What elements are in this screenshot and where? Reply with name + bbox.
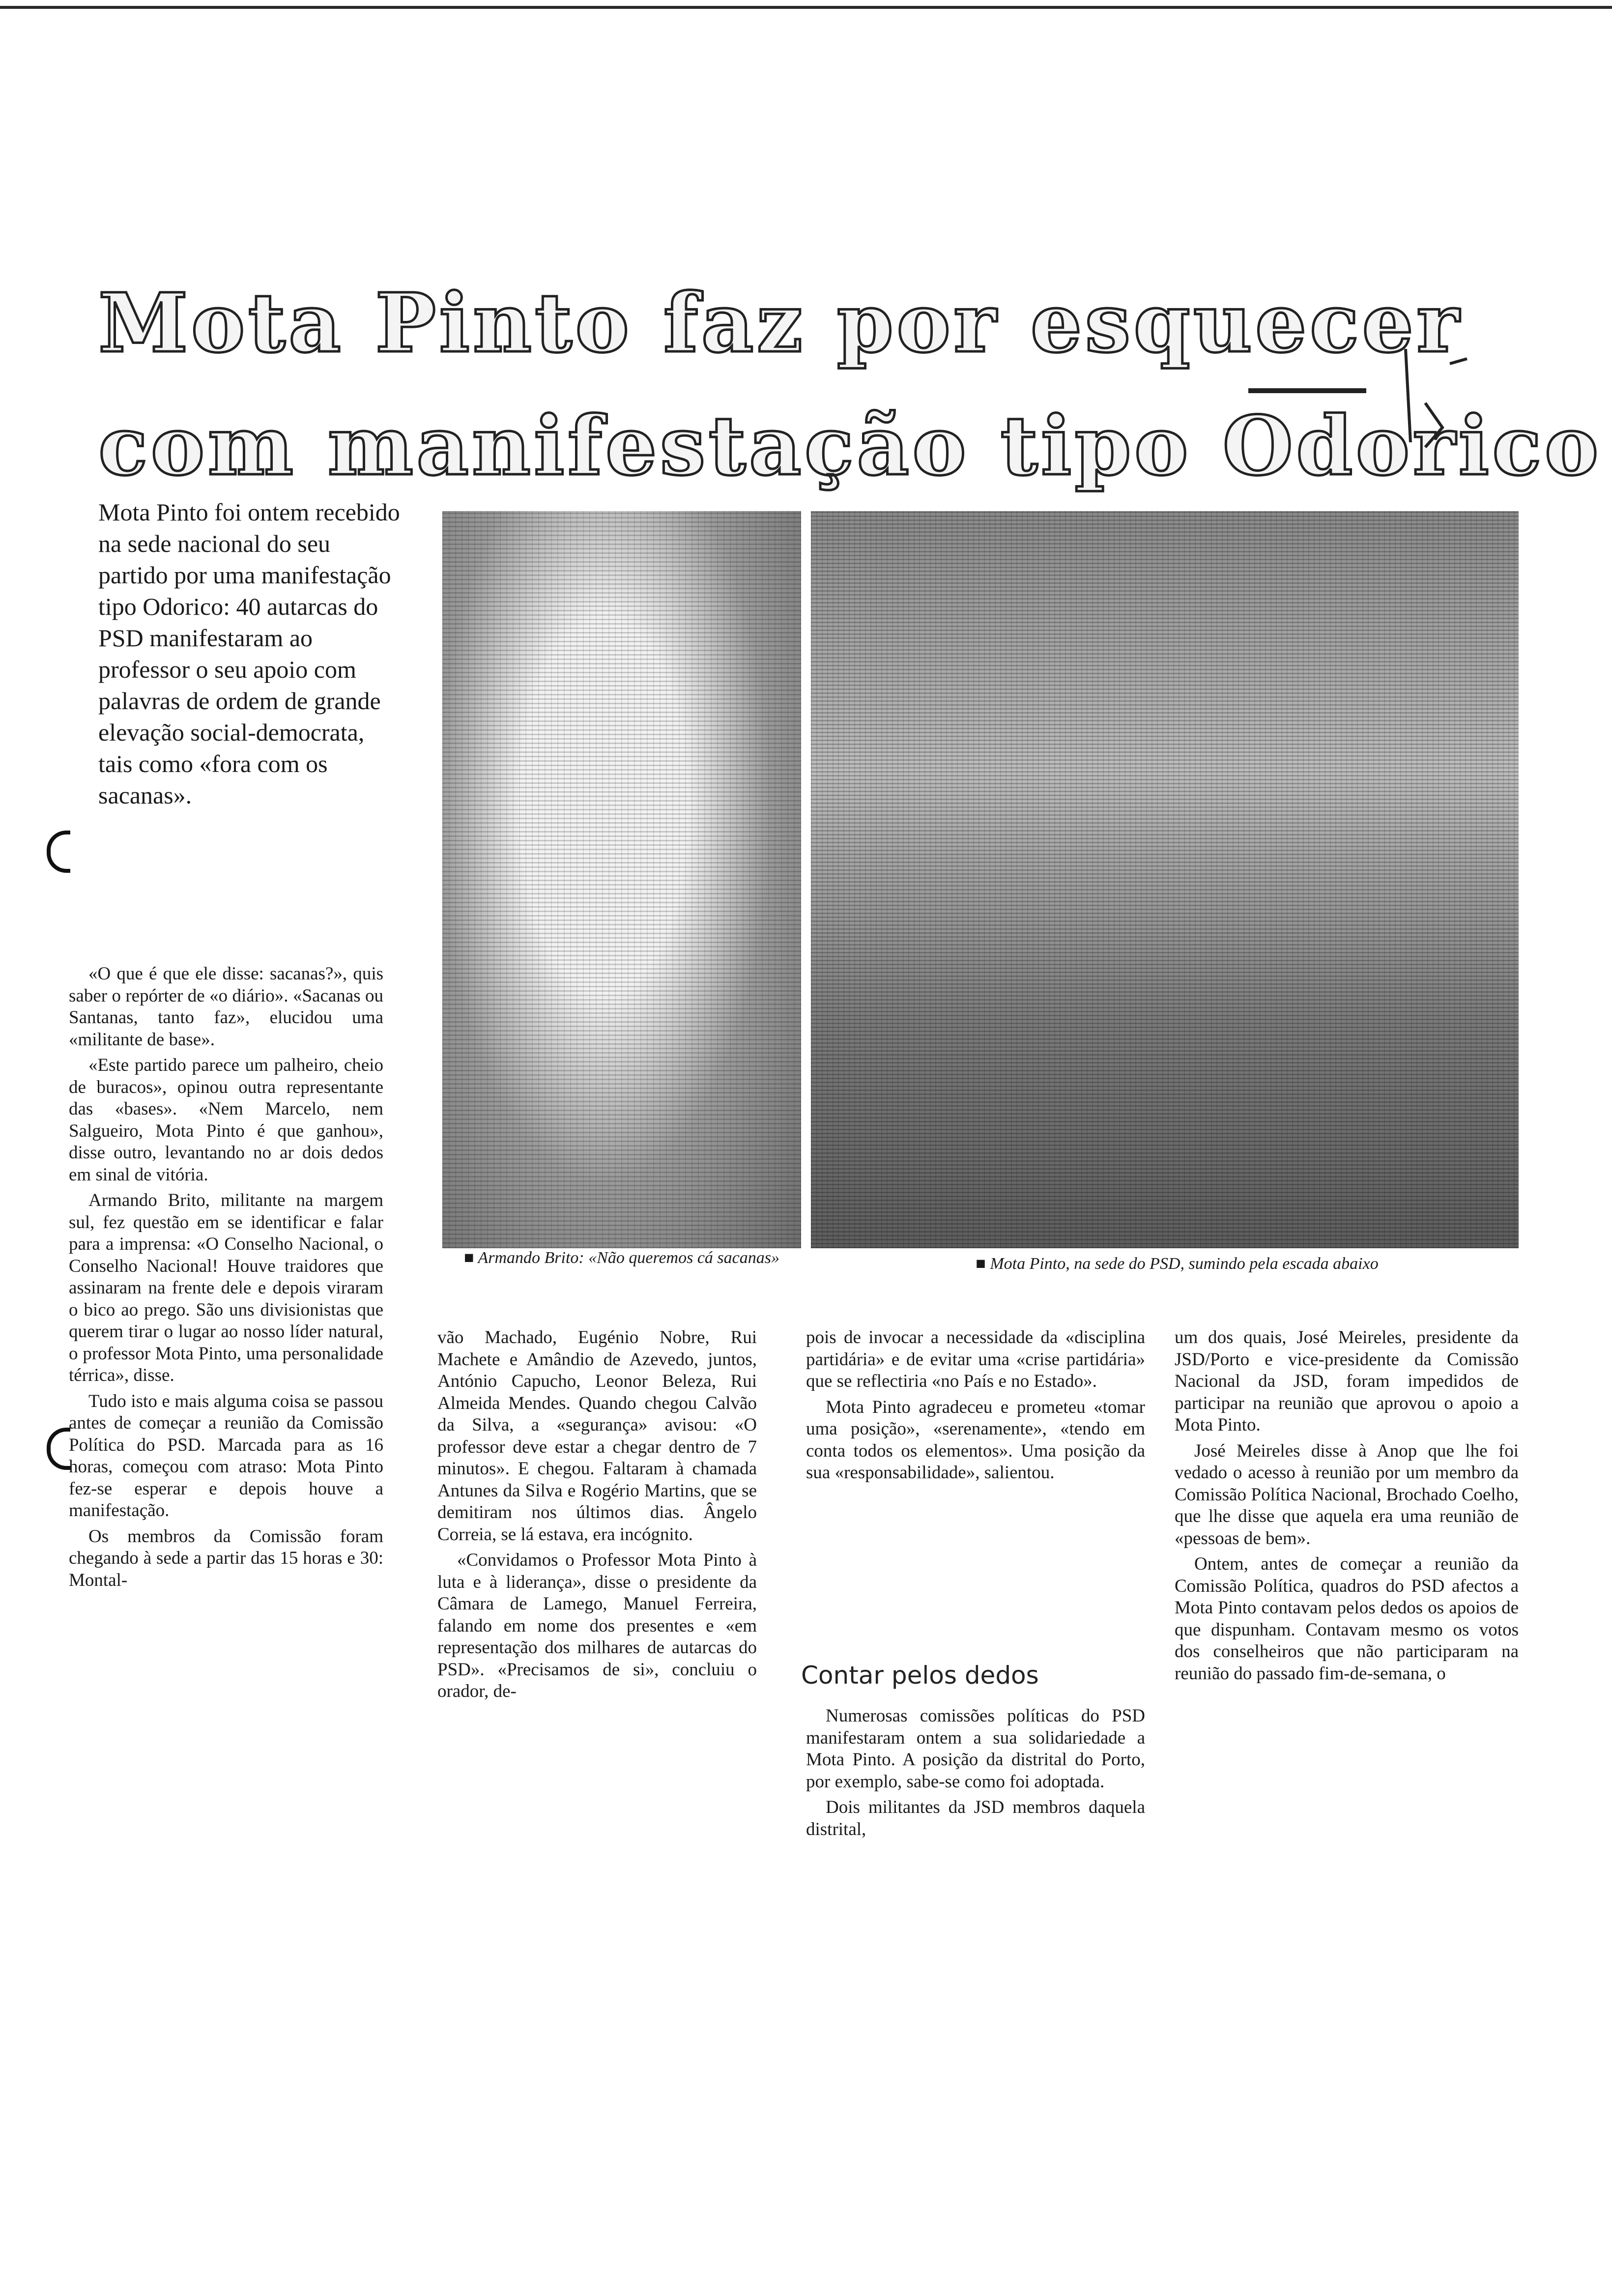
caption-right-text: Mota Pinto, na sede do PSD, sumindo pela escada abaixo: [990, 1255, 1379, 1273]
subheading: Contar pelos dedos: [801, 1661, 1039, 1690]
lede-paragraph: Mota Pinto foi ontem recebido na sede nacional do seu partido por uma manifestação tipo Odorico: 40 autarcas do PSD manifestaram ao professor o seu apoio com palavras de ordem de grande elevação social-democrata, tais como «fora com os sacanas».: [98, 498, 400, 809]
photo-mota-pinto-staircase: [811, 511, 1519, 1248]
paragraph: Os membros da Comissão foram chegando à sede a partir das 15 horas e 30: Montal-: [69, 1526, 383, 1590]
paragraph: Ontem, antes de começar a reunião da Comissão Política, quadros do PSD afectos a Mota Pinto contavam pelos dedos os apoios de que dispunham. Contavam mesmo os votos dos conselheiros que não participaram na reunião do passado fim-de-semana, o: [1175, 1554, 1519, 1684]
page-top-border: [0, 6, 1612, 9]
caption-left-text: Armando Brito: «Não queremos cá sacanas»: [478, 1249, 779, 1267]
headline-line-1: Mota Pinto faz por esquecer: [98, 275, 1463, 371]
caption-bullet-icon: ■: [976, 1255, 990, 1273]
headline-line-2: com manifestação tipo Odorico: [98, 398, 1602, 493]
caption-bullet-icon: ■: [464, 1249, 478, 1267]
handwritten-underline: [1248, 388, 1366, 393]
paragraph: Armando Brito, militante na margem sul, fez questão em se identificar e falar para a imprensa: «O Conselho Nacional, o Conselho Nacional! Houve traidores que assinaram na frente dele e depois viraram o bico ao prego. São uns divisionistas que querem tirar o lugar ao nosso líder natural, o professor Mota Pinto, uma personalidade térrica», disse.: [69, 1190, 383, 1385]
paragraph: pois de invocar a necessidade da «disciplina partidária» e de evitar uma «crise partidária» que se reflectiria «no País e no Estado».: [806, 1327, 1145, 1391]
paragraph: Numerosas comissões políticas do PSD manifestaram ontem a sua solidariedade a Mota Pinto. A posição da distrital do Porto, por exemplo, sabe-se como foi adoptada.: [806, 1706, 1145, 1792]
article-column-1: [69, 963, 383, 1595]
paragraph: José Meireles disse à Anop que lhe foi vedado o acesso à reunião por um membro da Comissão Política Nacional, Brochado Coelho, que lhe disse que aquela era uma reunião de «pessoas de bem».: [1175, 1440, 1519, 1549]
photo-armando-brito: [442, 511, 801, 1248]
paragraph: um dos quais, José Meireles, presidente da JSD/Porto e vice-presidente da Comissão Nacional da JSD, foram impedidos de participar na reunião que aprovou o apoio a Mota Pinto.: [1175, 1327, 1519, 1435]
binder-hole-mark-icon: [47, 831, 70, 873]
article-column-3b: [806, 1705, 1145, 1844]
article-column-2: [437, 1327, 757, 1707]
article-column-4: [1175, 1327, 1519, 1689]
paragraph: «O que é que ele disse: sacanas?», quis saber o repórter de «o diário». «Sacanas ou Santanas, tanto faz», elucidou uma «militante de base».: [69, 964, 383, 1050]
paragraph: Dois militantes da JSD membros daquela distrital,: [806, 1797, 1145, 1839]
paragraph: Tudo isto e mais alguma coisa se passou antes de começar a reunião da Comissão Política do PSD. Marcada para as 16 horas, começou com atraso: Mota Pinto fez-se esperar e depois houve a manifestação.: [69, 1391, 383, 1521]
caption-left: [442, 1248, 801, 1268]
paragraph: «Este partido parece um palheiro, cheio de buracos», opinou outra representante das «bases». «Nem Marcelo, nem Salgueiro, Mota Pinto é que ganhou», disse outro, levantando no ar dois dedos em sinal de vitória.: [69, 1055, 383, 1185]
paragraph: «Convidamos o Professor Mota Pinto à luta e à liderança», disse o presidente da Câmara de Lamego, Manuel Ferreira, falando em nome dos presentes e «em representação dos milhares de autarcas do PSD». «Precisamos de si», concluiu o orador, de-: [437, 1550, 757, 1701]
article-column-3: [806, 1327, 1145, 1488]
caption-right: [835, 1254, 1519, 1274]
paragraph: Mota Pinto agradeceu e prometeu «tomar uma posição», «serenamente», «tendo em conta todos os elementos». Uma posição da sua «responsabilidade», salientou.: [806, 1397, 1145, 1483]
binder-hole-mark-icon: [47, 1428, 70, 1470]
handwritten-mark-icon: [1396, 344, 1469, 457]
paragraph: vão Machado, Eugénio Nobre, Rui Machete e Amândio de Azevedo, juntos, António Capucho, Leonor Beleza, Rui Almeida Mendes. Quando chegou Calvão da Silva, a «segurança» avisou: «O professor deve estar a chegar dentro de 7 minutos». E chegou. Faltaram à chamada Antunes da Silva e Rogério Martins, que se demitiram nos últimos dias. Ângelo Correia, se lá estava, era incógnito.: [437, 1327, 757, 1545]
